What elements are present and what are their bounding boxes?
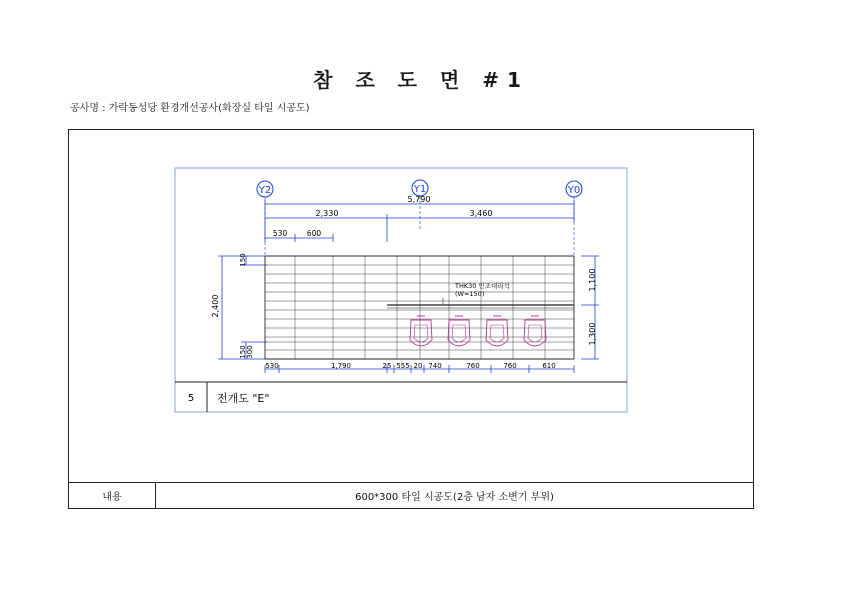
footer-value: 600*300 타일 시공도(2층 남자 소변기 부위) bbox=[355, 492, 554, 503]
axis-label-y1: Y1 bbox=[413, 184, 427, 195]
dim-small-b: 600 bbox=[306, 229, 322, 238]
urinals bbox=[410, 316, 546, 346]
note-line-1: THK30 인조대리석 bbox=[455, 282, 510, 290]
axis-y1 bbox=[412, 180, 428, 230]
dim-small-a: 530 bbox=[272, 229, 288, 238]
drawing-frame bbox=[68, 129, 754, 509]
bottom-dimension-labels bbox=[265, 362, 574, 373]
dim-total-height: 2,400 bbox=[211, 294, 220, 318]
footer-label: 내용 bbox=[69, 483, 156, 508]
bottom-dim-label: 555 bbox=[396, 362, 410, 370]
bottom-dim-label: 610 bbox=[542, 362, 556, 370]
bottom-dim-label: 760 bbox=[503, 362, 517, 370]
urinal bbox=[524, 316, 546, 346]
bottom-dim-label: 740 bbox=[428, 362, 442, 370]
caption-number: 5 bbox=[187, 393, 195, 404]
dim-upper-height: 1,100 bbox=[588, 268, 597, 292]
urinal bbox=[448, 316, 470, 346]
dim-lower-height: 1,300 bbox=[588, 322, 597, 346]
dim-left-span: 2,330 bbox=[315, 209, 339, 218]
dim-right-span: 3,460 bbox=[469, 209, 493, 218]
caption-text: 전개도 "E" bbox=[217, 392, 270, 405]
axis-label-y2: Y2 bbox=[258, 185, 272, 196]
note-line-2: (W=150) bbox=[455, 290, 485, 298]
footer-row bbox=[69, 482, 753, 508]
dim-total-width: 5,790 bbox=[407, 195, 431, 204]
bottom-dim-label: 760 bbox=[466, 362, 480, 370]
page-title: 참 조 도 면 #1 bbox=[313, 68, 529, 92]
left-dimensions bbox=[218, 256, 267, 359]
elevation-drawing bbox=[69, 130, 755, 485]
urinal bbox=[486, 316, 508, 346]
bottom-dim-label: 530 bbox=[265, 362, 279, 370]
bottom-dim-label: 25 bbox=[382, 362, 392, 370]
sheet-border bbox=[175, 168, 627, 412]
project-name: 공사명 : 가락동성당 환경개선공사(화장실 타일 시공도) bbox=[70, 103, 310, 114]
urinal bbox=[410, 316, 432, 346]
bottom-dim-label: 1,790 bbox=[330, 362, 352, 370]
bottom-dim-label: 20 bbox=[413, 362, 423, 370]
dim-bottom-a: 150 bbox=[239, 345, 247, 359]
dim-bottom-b: 300 bbox=[246, 345, 254, 359]
axis-label-y0: Y0 bbox=[567, 185, 581, 196]
dim-top-strip: 150 bbox=[239, 253, 247, 267]
